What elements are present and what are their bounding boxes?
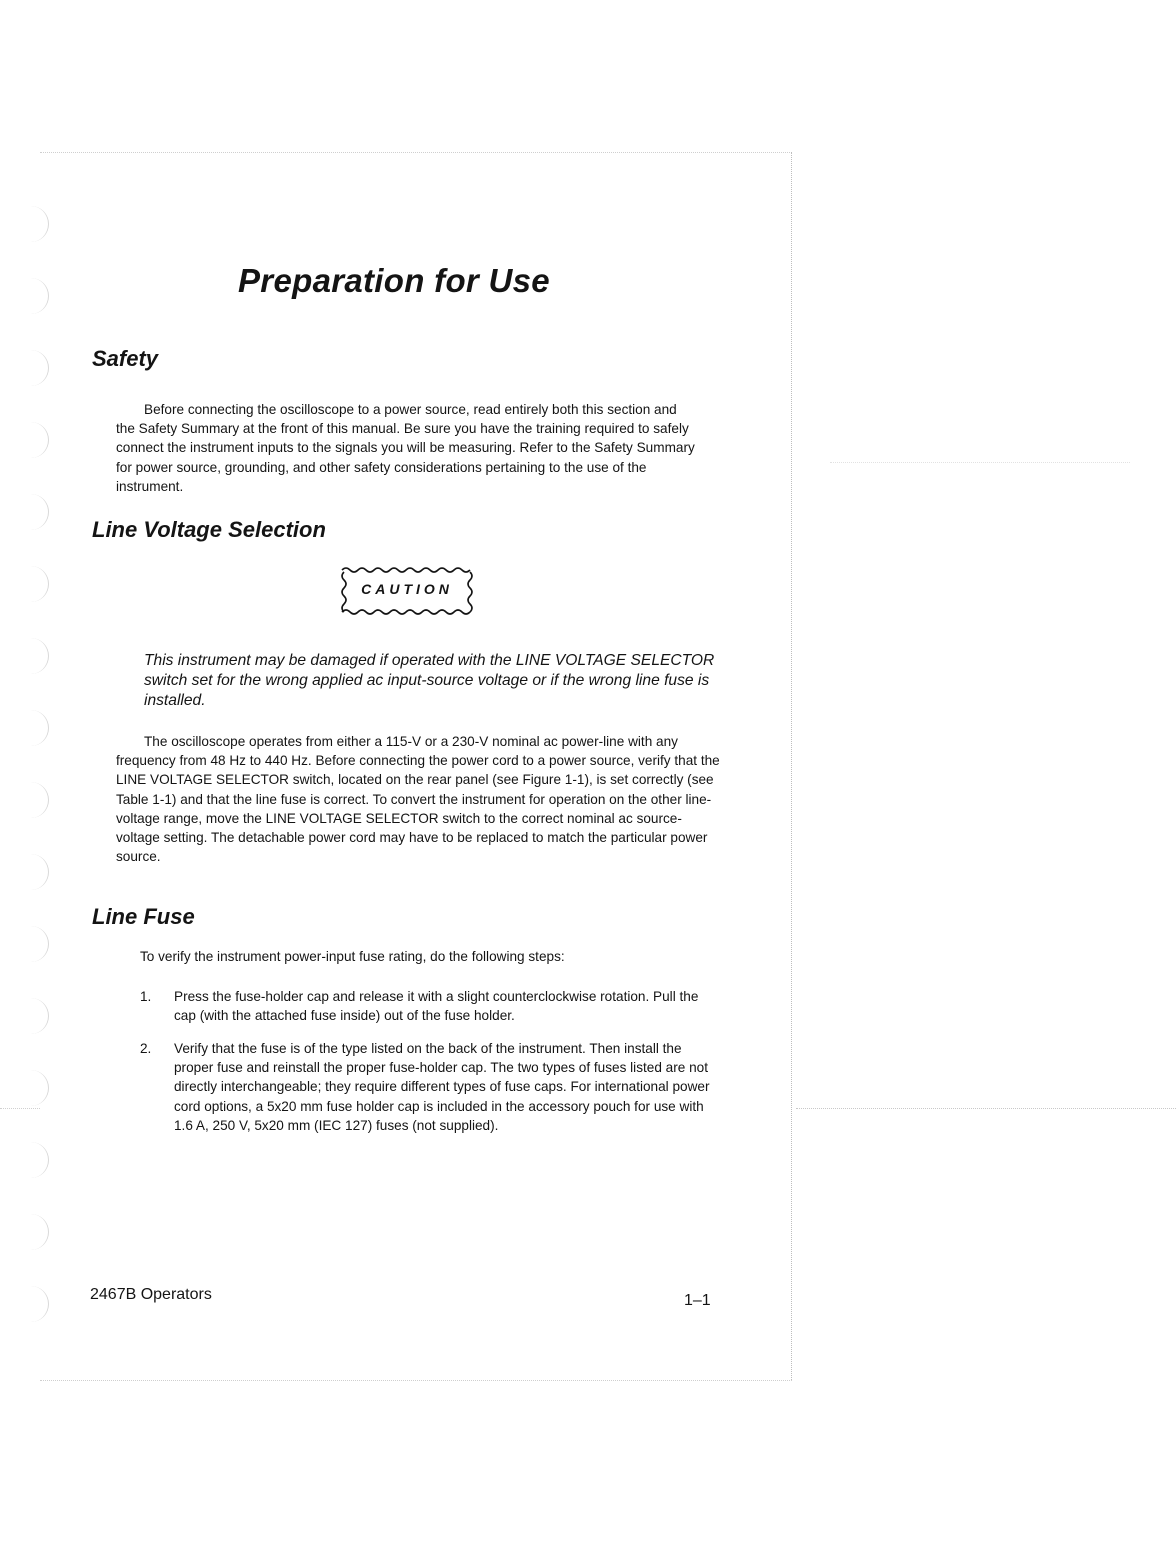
line-fuse-intro: To verify the instrument power-input fuse rating, do the following steps: [140,949,565,964]
binder-hole [30,926,49,962]
binder-hole [30,206,49,242]
binder-hole [30,422,49,458]
binder-hole [30,998,49,1034]
caution-box [340,566,474,616]
faint-scan-line [830,462,1130,463]
binder-hole [30,782,49,818]
binder-hole [30,854,49,890]
footer-manual-name: 2467B Operators [90,1286,212,1303]
binder-hole [30,1142,49,1178]
step-text: Verify that the fuse is of the type listed on the back of the instrument. Then install the proper fuse and reinstall the proper fuse-holder cap. The two types of fuses listed are not directly interchangeable; they require different types of fuse caps. For international power cord options, a 5x20 mm fuse holder cap is included in the accessory pouch for use with 1.6 A, 250 V, 5x20 mm (IEC 127) fuses (not supplied). [174,1041,710,1133]
step-number: 1. [140,989,152,1004]
binder-hole [30,1070,49,1106]
page-title: Preparation for Use [238,262,550,299]
binder-hole [30,350,49,386]
binder-hole [30,638,49,674]
fold-line-left [0,1108,40,1109]
page-border-top [40,152,792,153]
safety-paragraph: Before connecting the oscilloscope to a power source, read entirely both this section and the Safety Summary at the front of this manual. Be sure you have the training required to safely connect the instrument inputs to the signals you will be measuring. Refer to the Safety Summary for power source, grounding, and other safety considerations pertaining to the use of the instrument. [116,402,695,494]
page-border-bottom [40,1380,792,1381]
line-fuse-heading: Line Fuse [92,904,195,929]
binder-hole [30,710,49,746]
binder-hole [30,1214,49,1250]
fold-line-right [796,1108,1176,1109]
binder-hole [30,566,49,602]
line-voltage-heading: Line Voltage Selection [92,517,326,542]
caution-text: This instrument may be damaged if operated with the LINE VOLTAGE SELECTOR switch set for the wrong applied ac input-source voltage or if the wrong line fuse is installed. [144,652,715,709]
caution-label: CAUTION [361,581,453,597]
safety-heading: Safety [92,346,159,371]
binder-hole [30,1286,49,1322]
page-border-right [791,152,792,1380]
step-number: 2. [140,1041,152,1056]
binder-hole [30,494,49,530]
line-voltage-paragraph: The oscilloscope operates from either a 115-V or a 230-V nominal ac power-line with any frequency from 48 Hz to 440 Hz. Before connecting the power cord to a power source, verify that the LINE VOLTAGE SELECTOR switch, located on the rear panel (see Figure 1-1), is set correctly (see Table 1-1) and that the line fuse is correct. To convert the instrument for operation on the other line-voltage range, move the LINE VOLTAGE SELECTOR switch to the correct nominal ac source-voltage setting. The detachable power cord may have to be replaced to match the particular power source. [116,734,720,865]
binder-hole [30,278,49,314]
step-text: Press the fuse-holder cap and release it with a slight counterclockwise rotation. Pull the cap (with the attached fuse inside) out of the fuse holder. [174,989,699,1024]
footer-page-number: 1–1 [684,1292,711,1309]
